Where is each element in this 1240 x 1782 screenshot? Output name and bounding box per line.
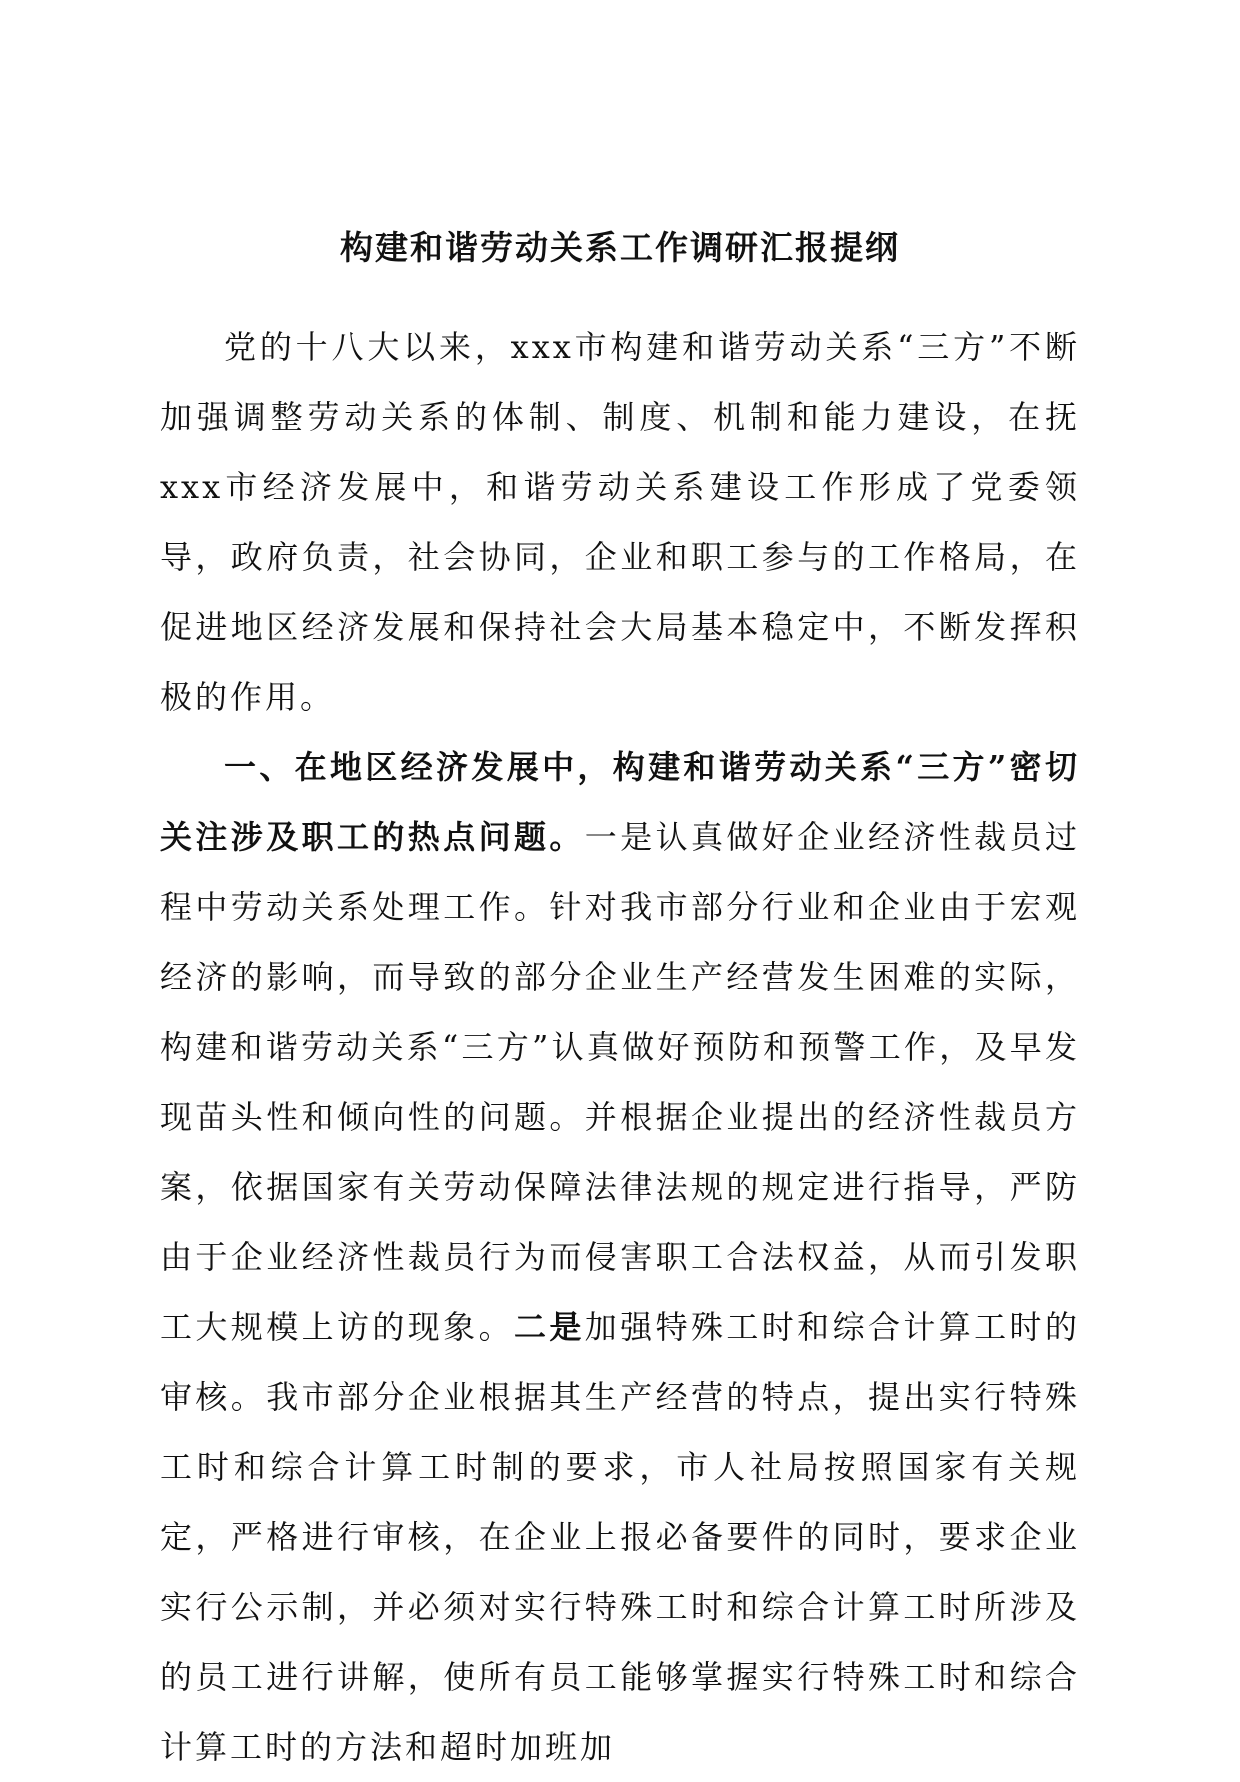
document-title: 构建和谐劳动关系工作调研汇报提纲	[340, 228, 900, 267]
section-one-heading: 一、在地区经济发展中，构建和谐劳动关系“三方”密切关注涉及职工的热点问题。	[160, 748, 1080, 856]
section-one-paragraph	[160, 732, 1080, 1782]
intro-paragraph: 党的十八大以来，xxx市构建和谐劳动关系“三方”不断加强调整劳动关系的体制、制度、机制和能力建设，在抚xxx市经济发展中，和谐劳动关系建设工作形成了党委领导，政府负责，社会协同，企业和职工参与的工作格局，在促进地区经济发展和保持社会大局基本稳定中，不断发挥积极的作用。	[160, 328, 1080, 716]
document-body	[160, 312, 1080, 1782]
section-one-point-two-lead: 二是	[513, 1308, 585, 1346]
section-one-text-part2: 加强特殊工时和综合计算工时的审核。我市部分企业根据其生产经营的特点，提出实行特殊工时和综合计算工时制的要求，市人社局按照国家有关规定，严格进行审核，在企业上报必备要件的同时，要求企业实行公示制，并必须对实行特殊工时和综合计算工时所涉及的员工进行讲解，使所有员工能够掌握实行特殊工时和综合计算工时的方法和超时加班加	[160, 1308, 1080, 1766]
section-one-text-part1: 一是认真做好企业经济性裁员过程中劳动关系处理工作。针对我市部分行业和企业由于宏观经济的影响，而导致的部分企业生产经营发生困难的实际，构建和谐劳动关系“三方”认真做好预防和预警工作，及早发现苗头性和倾向性的问题。并根据企业提出的经济性裁员方案，依据国家有关劳动保障法律法规的规定进行指导，严防由于企业经济性裁员行为而侵害职工合法权益，从而引发职工大规模上访的现象。	[160, 818, 1080, 1346]
